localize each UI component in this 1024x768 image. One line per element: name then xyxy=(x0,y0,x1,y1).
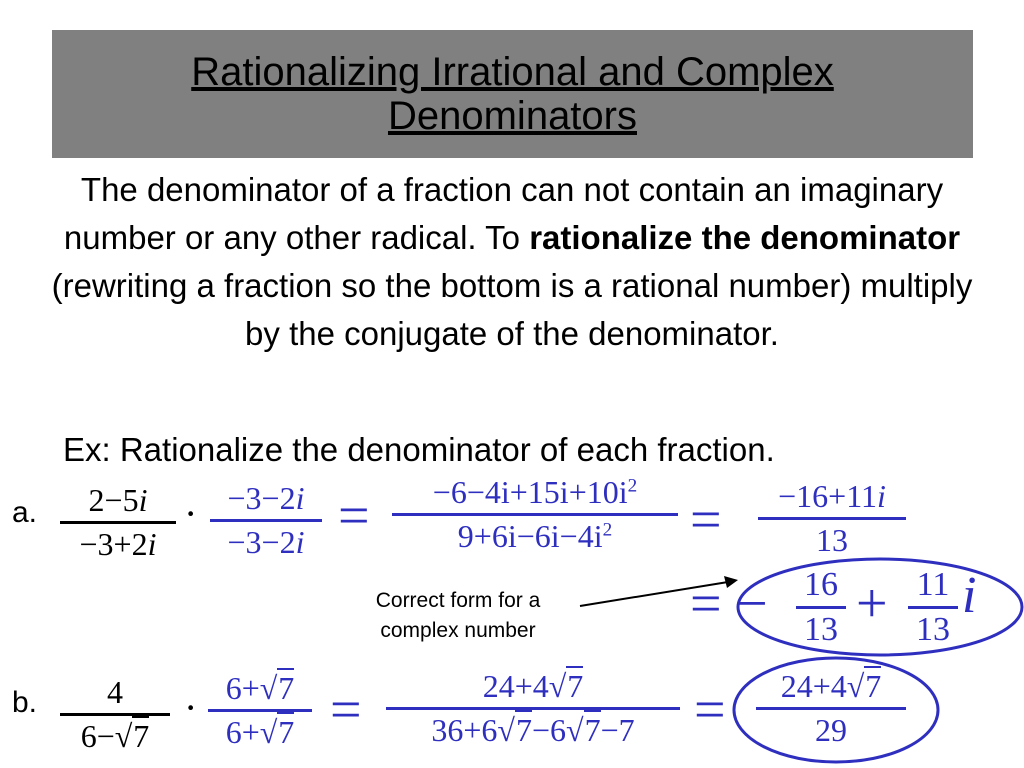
a-imag-unit-text: i xyxy=(962,567,977,624)
b-result-num-a: 24+4 xyxy=(780,668,847,704)
a-expand-num-exp: 2 xyxy=(627,475,638,497)
a-result-den: 13 xyxy=(816,522,848,558)
a-result-num-unit: i xyxy=(877,478,886,514)
note-arrow-head xyxy=(724,576,738,588)
b-expand-den-c: −7 xyxy=(600,712,635,748)
a-std-real-num: 16 xyxy=(804,566,838,603)
b-equals-2: = xyxy=(694,679,726,741)
a-expand-num: −6−4i+15i+10i xyxy=(432,474,628,510)
a-minus-sign: − xyxy=(736,573,768,635)
a-given-den: −3+2 xyxy=(79,526,148,562)
a-given-num: 2−5 xyxy=(88,482,139,518)
b-multiply-dot: · xyxy=(184,685,198,730)
a-expand-den: 9+6i−6i−4i xyxy=(457,518,603,554)
a-expand-den-exp: 2 xyxy=(602,519,613,541)
slide-title-line-2: Denominators xyxy=(387,94,637,138)
a-plus-sign: + xyxy=(856,573,888,635)
a-equals-3: = xyxy=(690,573,722,635)
a-standard-form-circle xyxy=(738,559,1022,655)
b-given-num: 4 xyxy=(107,674,123,710)
a-std-imag-den: 13 xyxy=(916,611,950,648)
slide-title-line-1: Rationalizing Irrational and Complex xyxy=(191,50,834,94)
b-conj-num-a: 6+ xyxy=(225,670,260,706)
b-expand-den-radicand-1: 7 xyxy=(515,712,532,748)
a-given-den-unit: i xyxy=(147,526,157,562)
a-std-real-den: 13 xyxy=(804,611,838,648)
a-conj-num-unit: i xyxy=(295,480,305,516)
a-multiply-dot: · xyxy=(184,491,198,536)
b-result-circle xyxy=(734,658,938,762)
a-equals-1: = xyxy=(338,485,370,547)
a-std-imag-num: 11 xyxy=(916,566,950,603)
a-given-num-unit: i xyxy=(138,482,148,518)
intro-bold-term: rationalize the denominator xyxy=(529,219,961,256)
b-conj-den-radicand: 7 xyxy=(278,714,295,750)
b-equals-1: = xyxy=(330,679,362,741)
problem-a-label: a. xyxy=(12,496,38,529)
a-conj-den-unit: i xyxy=(295,524,305,560)
note-line-2: complex number xyxy=(380,619,536,642)
problem-b-given-fraction: 4 6−√7 xyxy=(60,674,170,755)
b-given-den-radicand: 7 xyxy=(133,718,150,754)
a-equals-2: = xyxy=(690,489,722,551)
a-conj-den: −3−2 xyxy=(227,524,296,560)
note-arrow-line xyxy=(580,582,728,606)
problem-b-label: b. xyxy=(12,686,38,719)
example-heading: Ex: Rationalize the denominator of each fraction. xyxy=(63,431,775,468)
intro-text-1: The denominator of a fraction can not contain an imaginary number or any other radical. To xyxy=(63,171,944,256)
note-line-1: Correct form for a xyxy=(375,589,541,612)
a-conj-num: −3−2 xyxy=(227,480,296,516)
b-result-den: 29 xyxy=(815,712,847,748)
b-expand-den-radicand-2: 7 xyxy=(584,712,601,748)
problem-b-conjugate-fraction: 6+√7 6+√7 xyxy=(208,670,312,751)
b-expand-num-radicand: 7 xyxy=(567,668,584,704)
b-conj-num-radicand: 7 xyxy=(278,670,295,706)
b-expand-num-a: 24+4 xyxy=(482,668,549,704)
b-given-den-a: 6− xyxy=(80,718,115,754)
b-expand-den-b: −6 xyxy=(531,712,567,748)
b-conj-den-a: 6+ xyxy=(225,714,260,750)
b-result-num-radicand: 7 xyxy=(865,668,882,704)
intro-text-2: (rewriting a fraction so the bottom is a rational number) multiply by the conjugate of the denominator. xyxy=(51,267,973,352)
problem-b-expanded-fraction: 24+4√7 36+6√7−6√7−7 xyxy=(386,668,680,749)
b-expand-den-a: 36+6 xyxy=(431,712,498,748)
a-result-num: −16+11 xyxy=(778,478,877,514)
problem-b-result-fraction: 24+4√7 29 xyxy=(756,668,906,749)
